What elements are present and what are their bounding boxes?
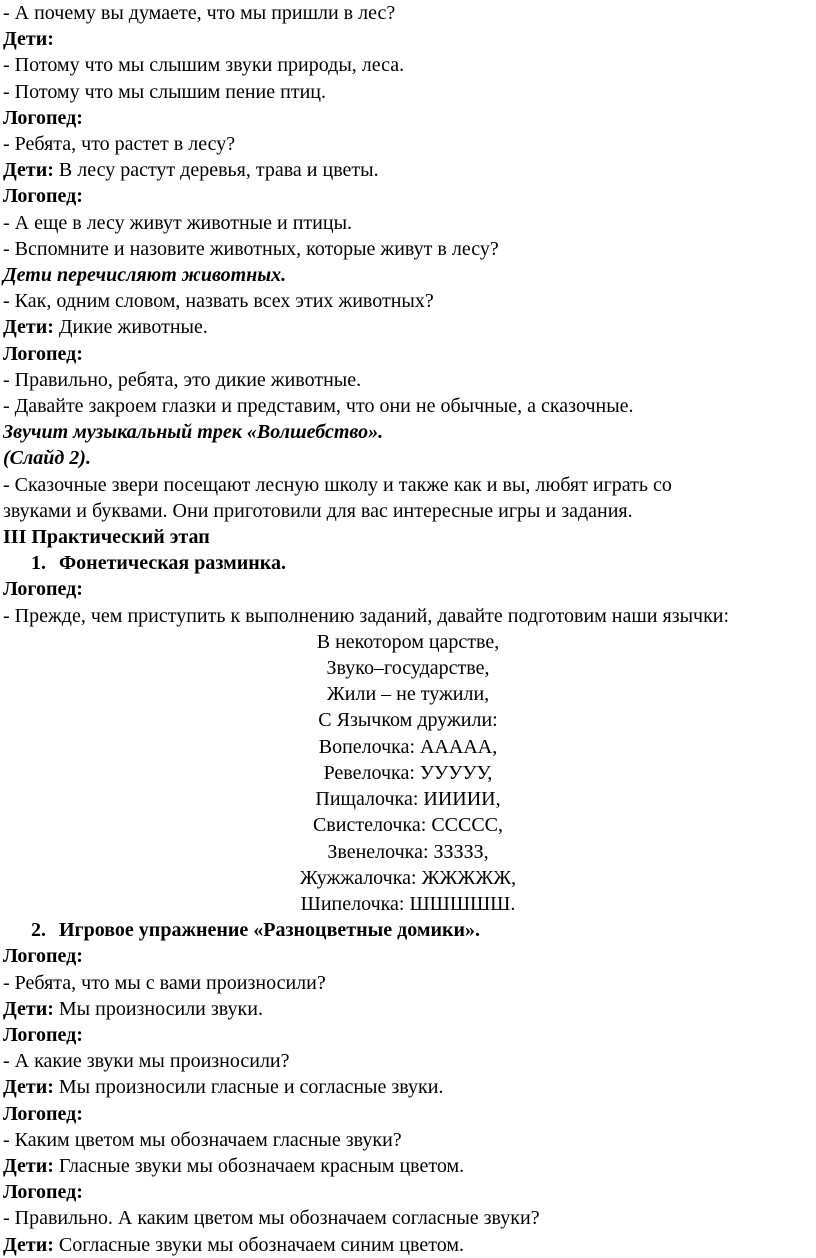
speaker-children: Дети: — [3, 1233, 54, 1256]
reply-text: Мы произносили гласные и согласные звуки. — [53, 1076, 444, 1099]
text-line: - Сказочные звери посещают лесную школу и также как и вы, любят играть со — [3, 473, 672, 496]
speaker-speech-therapist: Логопед: — [3, 342, 83, 365]
speaker-children: Дети: — [3, 1076, 54, 1099]
reply-text: Дикие животные. — [53, 316, 208, 339]
children-reply — [3, 157, 813, 183]
text-line: - Правильно. А каким цветом мы обозначаем согласные звуки? — [3, 1207, 540, 1230]
poem-line: Ревелочка: УУУУУ, — [323, 761, 493, 784]
text-line: - Как, одним словом, назвать всех этих животных? — [3, 290, 434, 313]
numbered-heading — [3, 550, 813, 576]
poem-line: Звенелочка: ЗЗЗЗЗ, — [327, 840, 489, 863]
speaker-speech-therapist: Логопед: — [3, 1023, 83, 1046]
text-line: - Правильно, ребята, это дикие животные. — [3, 368, 362, 391]
poem-line: Жили – не тужили, — [326, 683, 490, 706]
speaker-children: Дети: — [3, 1154, 54, 1177]
children-reply — [3, 314, 813, 340]
text-line: - А почему вы думаете, что мы пришли в лес? — [3, 2, 396, 24]
list-number: 2. — [31, 919, 46, 942]
numbered-heading — [3, 917, 813, 943]
children-reply — [3, 1153, 813, 1179]
children-reply — [3, 1232, 813, 1258]
poem-line: Свистелочка: ССССС, — [312, 814, 504, 837]
poem-line: В некотором царстве, — [316, 630, 500, 653]
children-reply — [3, 996, 813, 1022]
speaker-speech-therapist: Логопед: — [3, 945, 83, 968]
heading-text: Игровое упражнение «Разноцветные домики». — [59, 919, 481, 942]
text-line: - Прежде, чем приступить к выполнению заданий, давайте подготовим наши язычки: — [3, 604, 730, 627]
text-line: - Потому что мы слышим пение птиц. — [3, 80, 326, 103]
poem-line: Пищалочка: ИИИИИ, — [315, 788, 501, 811]
children-reply — [3, 1074, 813, 1100]
speaker-speech-therapist: Логопед: — [3, 185, 83, 208]
text-line: - Ребята, что растет в лесу? — [3, 133, 236, 156]
speaker-children: Дети: — [3, 159, 54, 182]
reply-text: Согласные звуки мы обозначаем синим цветом. — [53, 1233, 464, 1256]
poem — [3, 629, 813, 917]
section-heading: III Практический этап — [3, 526, 210, 549]
poem-line: Шипелочка: ШШШШШ. — [300, 892, 516, 915]
list-number: 1. — [31, 552, 46, 575]
speaker-speech-therapist: Логопед: — [3, 106, 83, 129]
speaker-children: Дети: — [3, 28, 54, 51]
stage-direction: Дети перечисляют животных. — [3, 264, 287, 287]
poem-line: С Язычком дружили: — [318, 709, 498, 732]
text-line: - Каким цветом мы обозначаем гласные звуки? — [3, 1128, 402, 1151]
speaker-children: Дети: — [3, 316, 54, 339]
reply-text: Гласные звуки мы обозначаем красным цветом. — [53, 1154, 465, 1177]
reply-text: Мы произносили звуки. — [53, 997, 263, 1020]
stage-direction: (Слайд 2). — [3, 447, 91, 470]
stage-direction: Звучит музыкальный трек «Волшебство». — [3, 421, 384, 444]
text-line: - Вспомните и назовите животных, которые живут в лесу? — [3, 237, 499, 260]
text-line: - А еще в лесу живут животные и птицы. — [3, 211, 353, 234]
speaker-speech-therapist: Логопед: — [3, 578, 83, 601]
speaker-children: Дети: — [3, 997, 54, 1020]
text-line: - Ребята, что мы с вами произносили? — [3, 971, 326, 994]
text-line: - А какие звуки мы произносили? — [3, 1050, 290, 1073]
poem-line: Жужжалочка: ЖЖЖЖЖ, — [299, 866, 517, 889]
speaker-speech-therapist: Логопед: — [3, 1102, 83, 1125]
poem-line: Звуко–государстве, — [326, 657, 490, 680]
reply-text: В лесу растут деревья, трава и цветы. — [53, 159, 379, 182]
text-line: - Давайте закроем глазки и представим, что они не обычные, а сказочные. — [3, 395, 634, 418]
text-line: звуками и буквами. Они приготовили для вас интересные игры и задания. — [3, 499, 633, 522]
speaker-speech-therapist: Логопед: — [3, 1181, 83, 1204]
heading-text: Фонетическая разминка. — [59, 552, 287, 575]
poem-line: Вопелочка: ААААА, — [318, 735, 498, 758]
text-line: - Потому что мы слышим звуки природы, леса. — [3, 54, 405, 77]
